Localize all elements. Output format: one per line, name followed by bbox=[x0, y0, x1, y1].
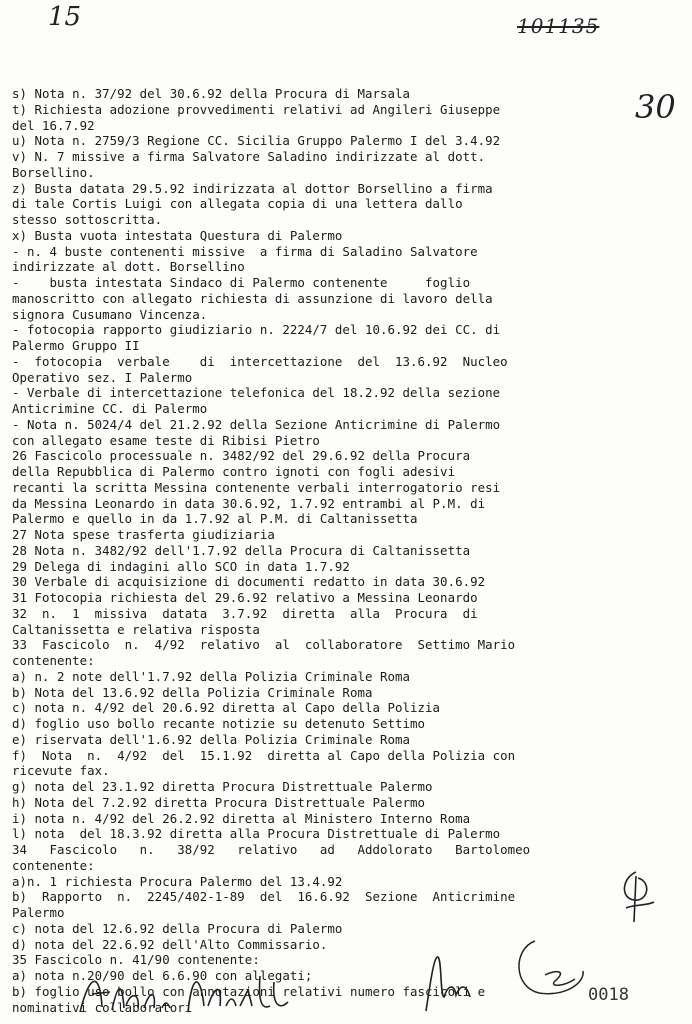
text-line: d) nota del 22.6.92 dell'Alto Commissario. bbox=[12, 936, 328, 952]
text-line: b) Rapporto n. 2245/402-1-89 del 16.6.92 Sezione Anticrimine bbox=[12, 889, 516, 905]
text-line: indirizzate al dott. Borsellino bbox=[12, 259, 245, 275]
signature-2 bbox=[420, 945, 490, 1015]
text-line: della Repubblica di Palermo contro ignoti con fogli adesivi bbox=[12, 464, 456, 479]
text-line: 31 Fotocopia richiesta del 29.6.92 relativo a Messina Leonardo bbox=[12, 590, 478, 605]
text-line: signora Cusumano Vincenza. bbox=[12, 306, 208, 322]
text-line: 28 Nota n. 3482/92 dell'1.7.92 della Procura di Caltanissetta bbox=[12, 542, 471, 558]
text-line: a) nota n.20/90 del 6.6.90 con allegati; bbox=[12, 968, 313, 983]
signature-3 bbox=[505, 935, 595, 1005]
text-line: - fotocopia rapporto giudiziario n. 2224/7 del 10.6.92 dei CC. di bbox=[12, 322, 501, 338]
text-line: v) N. 7 missive a firma Salvatore Saladino indirizzate al dott. bbox=[12, 149, 486, 164]
text-line: l) nota del 18.3.92 diretta alla Procura Distrettuale di Palermo bbox=[12, 826, 501, 842]
signature-1 bbox=[70, 962, 300, 1022]
text-line: a) n. 2 note dell'1.7.92 della Polizia Criminale Roma bbox=[12, 668, 411, 684]
text-line: - Nota n. 5024/4 del 21.2.92 della Sezione Anticrimine di Palermo bbox=[12, 416, 501, 432]
text-line: 33 Fascicolo n. 4/92 relativo al collaboratore Settimo Mario bbox=[12, 637, 516, 653]
text-line: ricevute fax. bbox=[12, 763, 110, 779]
text-line: b) Nota del 13.6.92 della Polizia Criminale Roma bbox=[12, 684, 373, 700]
text-line: Palermo bbox=[12, 905, 65, 920]
text-line: 26 Fascicolo processuale n. 3482/92 del 29.6.92 della Procura bbox=[12, 448, 471, 464]
handwritten-folio-number: 15 bbox=[48, 2, 82, 32]
text-line: 29 Delega di indagini allo SCO in data 1.7.92 bbox=[12, 558, 350, 574]
text-line: a)n. 1 richiesta Procura Palermo del 13.4.92 bbox=[12, 873, 343, 889]
text-line: con allegato esame teste di Ribisi Pietro bbox=[12, 432, 320, 448]
text-line: d) foglio uso bollo recante notizie su detenuto Settimo bbox=[12, 716, 426, 731]
text-line: 32 n. 1 missiva datata 3.7.92 diretta alla Procura di bbox=[12, 605, 478, 621]
text-line: Anticrimine CC. di Palermo bbox=[12, 401, 208, 416]
crossed-out-number: 101135 bbox=[517, 14, 600, 38]
text-line: z) Busta datata 29.5.92 indirizzata al dottor Borsellino a firma bbox=[12, 180, 493, 196]
text-line: g) nota del 23.1.92 diretta Procura Distrettuale Palermo bbox=[12, 779, 433, 794]
text-line: - fotocopia verbale di intercettazione del 13.6.92 Nucleo bbox=[12, 353, 508, 369]
text-line: i) nota n. 4/92 del 26.2.92 diretta al Ministero Interno Roma bbox=[12, 810, 471, 826]
text-line: stesso sottoscritta. bbox=[12, 212, 163, 227]
text-line: Borsellino. bbox=[12, 164, 95, 180]
text-line: - n. 4 buste contenenti missive a firma di Saladino Salvatore bbox=[12, 243, 478, 259]
text-line: c) nota n. 4/92 del 20.6.92 diretta al Capo della Polizia bbox=[12, 700, 441, 716]
text-line: - Verbale di intercettazione telefonica del 18.2.92 della sezione bbox=[12, 385, 501, 401]
text-line: c) nota del 12.6.92 della Procura di Palermo bbox=[12, 920, 343, 936]
text-line: del 16.7.92 bbox=[12, 117, 95, 133]
text-line: x) Busta vuota intestata Questura di Palermo bbox=[12, 227, 343, 243]
text-line: contenente: bbox=[12, 653, 95, 668]
page-number: 0018 bbox=[588, 985, 629, 1005]
text-line: 34 Fascicolo n. 38/92 relativo ad Addolorato Bartolomeo bbox=[12, 842, 531, 857]
text-line: Caltanissetta e relativa risposta bbox=[12, 621, 260, 637]
text-line: recanti la scritta Messina contenente verbali interrogatorio resi bbox=[12, 479, 501, 495]
text-line: 30 Verbale di acquisizione di documenti redatto in data 30.6.92 bbox=[12, 574, 486, 590]
text-line: 27 Nota spese trasferta giudiziaria bbox=[12, 527, 275, 542]
document-body bbox=[12, 86, 624, 1015]
text-line: t) Richiesta adozione provvedimenti relativi ad Angileri Giuseppe bbox=[12, 101, 501, 117]
text-line: di tale Cortis Luigi con allegata copia di una lettera dallo bbox=[12, 196, 463, 212]
handwritten-margin-number: 30 bbox=[635, 88, 676, 126]
text-line: u) Nota n. 2759/3 Regione CC. Sicilia Gruppo Palermo I del 3.4.92 bbox=[12, 133, 501, 149]
text-line: contenente: bbox=[12, 857, 95, 873]
text-line: s) Nota n. 37/92 del 30.6.92 della Procura di Marsala bbox=[12, 86, 411, 101]
text-line: Palermo Gruppo II bbox=[12, 338, 140, 353]
text-line: - busta intestata Sindaco di Palermo contenente foglio bbox=[12, 275, 471, 290]
text-line: Palermo e quello in da 1.7.92 al P.M. di Caltanissetta bbox=[12, 511, 418, 527]
text-line: e) riservata dell'1.6.92 della Polizia Criminale Roma bbox=[12, 731, 411, 747]
text-line: da Messina Leonardo in data 30.6.92, 1.7.92 entrambi al P.M. di bbox=[12, 495, 486, 511]
text-line: nominativi collaboratori bbox=[12, 999, 193, 1015]
text-line: 35 Fascicolo n. 41/90 contenente: bbox=[12, 952, 260, 968]
text-line: f) Nota n. 4/92 del 15.1.92 diretta al Capo della Polizia con bbox=[12, 747, 516, 763]
text-line: manoscritto con allegato richiesta di assunzione di lavoro della bbox=[12, 290, 493, 306]
text-line: h) Nota del 7.2.92 diretta Procura Distrettuale Palermo bbox=[12, 794, 426, 810]
text-line: b) foglio uso bollo con annotazioni relativi numero fascicoli e bbox=[12, 983, 486, 999]
margin-initials bbox=[612, 868, 662, 928]
text-line: Operativo sez. I Palermo bbox=[12, 369, 193, 385]
